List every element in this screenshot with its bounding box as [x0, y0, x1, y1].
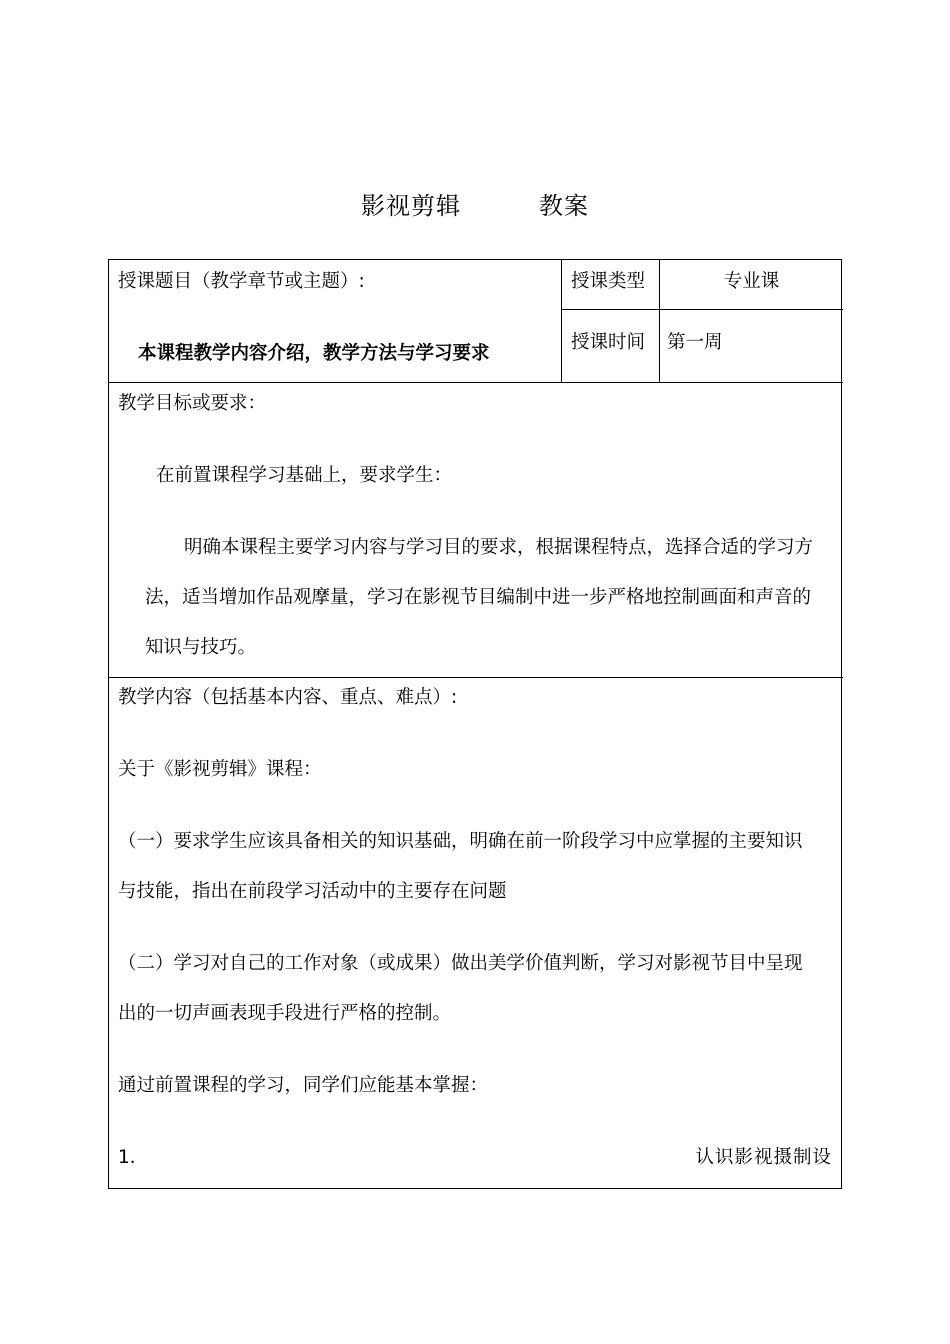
- content-summary: 通过前置课程的学习，同学们应能基本掌握：: [118, 1075, 489, 1096]
- document-title: [0, 186, 950, 221]
- title-course: 影视剪辑: [361, 192, 461, 220]
- content-item-line: 出的一切声画表现手段进行严格的控制。: [118, 1003, 452, 1024]
- lesson-plan-table: [108, 259, 842, 1189]
- topic-label: 授课题目（教学章节或主题）:: [118, 271, 365, 292]
- time-label: 授课时间: [571, 332, 646, 353]
- divider: [109, 382, 843, 383]
- objectives-line: 法，适当增加作品观摩量，学习在影视节目编制中进一步严格地控制画面和声音的: [145, 587, 812, 608]
- list-number: 1．: [118, 1147, 149, 1168]
- content-item-line: （一）要求学生应该具备相关的知识基础，明确在前一阶段学习中应掌握的主要知识: [118, 831, 803, 852]
- content-item-line: 与技能，指出在前段学习活动中的主要存在问题: [118, 881, 507, 902]
- type-value: 专业课: [723, 271, 780, 292]
- divider: [561, 260, 562, 382]
- divider: [109, 677, 843, 678]
- content-about: 关于《影视剪辑》课程：: [118, 759, 322, 780]
- objectives-intro: 在前置课程学习基础上，要求学生：: [156, 465, 453, 486]
- list-text: 认识影视摄制设: [695, 1147, 832, 1168]
- objectives-line: 知识与技巧。: [145, 637, 257, 658]
- divider: [561, 309, 843, 310]
- topic-value: 本课程教学内容介绍，教学方法与学习要求: [138, 343, 490, 364]
- title-type: 教案: [539, 192, 589, 220]
- content-item-line: （二）学习对自己的工作对象（或成果）做出美学价值判断，学习对影视节目中呈现: [118, 953, 803, 974]
- type-label: 授课类型: [571, 271, 646, 292]
- content-label: 教学内容（包括基本内容、重点、难点）:: [118, 687, 458, 708]
- objectives-line: 明确本课程主要学习内容与学习目的要求，根据课程特点，选择合适的学习方: [184, 537, 814, 558]
- objectives-label: 教学目标或要求：: [118, 393, 267, 414]
- time-value: 第一周: [667, 332, 723, 353]
